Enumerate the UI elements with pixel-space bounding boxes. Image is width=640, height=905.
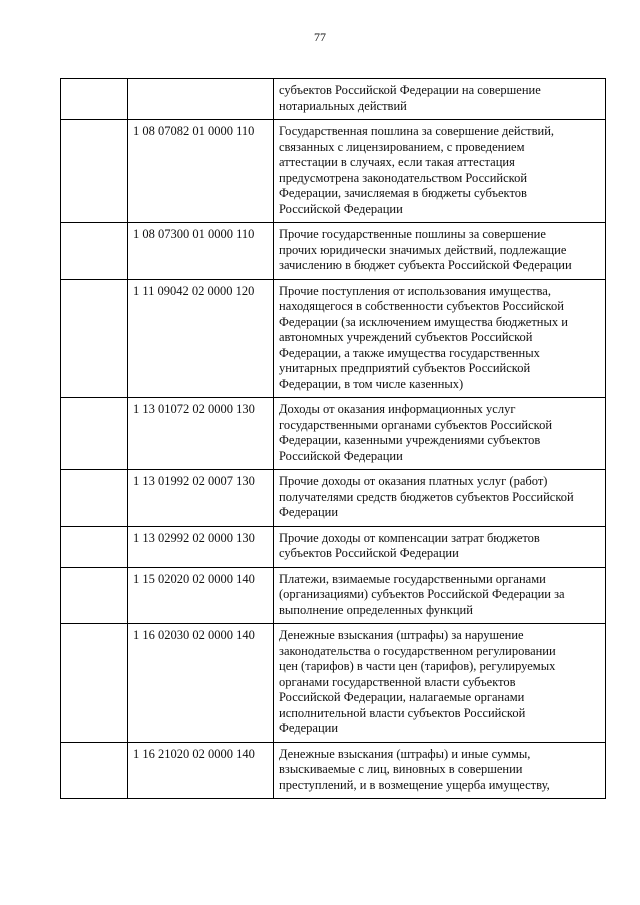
table-row [61,120,606,223]
table-row [61,470,606,527]
revenue-name-cell: Прочие поступления от использования имущества, находящегося в собственности субъектов Российской Федерации (за исключением имущества бюджетных и автономных учреждений субъектов Российской Федерации, а также имущества государственных унитарных предприятий субъектов Российской Федерации, в том числе казенных) [274,279,606,398]
budget-code-cell [128,79,274,120]
table-row [61,526,606,567]
budget-code-cell: 1 08 07082 01 0000 110 [128,120,274,223]
admin-code-cell [61,279,128,398]
page-number: 77 [314,30,326,44]
admin-code-cell [61,470,128,527]
budget-code-cell: 1 16 02030 02 0000 140 [128,624,274,743]
budget-code-cell: 1 15 02020 02 0000 140 [128,567,274,624]
admin-code-cell [61,120,128,223]
revenue-name-cell: Денежные взыскания (штрафы) за нарушение законодательства о государственном регулировании цен (тарифов) в части цен (тарифов), регулируемых органами государственной власти субъектов Российской Федерации, налагаемые органами исполнительной власти субъектов Российской Федерации [274,624,606,743]
revenue-name-cell: Доходы от оказания информационных услуг государственными органами субъектов Российской Федерации, казенными учреждениями субъектов Российской Федерации [274,398,606,470]
admin-code-cell [61,398,128,470]
budget-code-cell: 1 13 01072 02 0000 130 [128,398,274,470]
revenue-name-cell: субъектов Российской Федерации на совершение нотариальных действий [274,79,606,120]
budget-code-cell: 1 16 21020 02 0000 140 [128,742,274,799]
table-row [61,567,606,624]
admin-code-cell [61,79,128,120]
admin-code-cell [61,526,128,567]
table-row [61,398,606,470]
budget-code-cell: 1 13 01992 02 0007 130 [128,470,274,527]
admin-code-cell [61,624,128,743]
revenue-name-cell: Государственная пошлина за совершение действий, связанных с лицензированием, с проведением аттестации в случаях, если такая аттестация предусмотрена законодательством Российской Федерации, зачисляемая в бюджеты субъектов Российской Федерации [274,120,606,223]
admin-code-cell [61,223,128,280]
revenue-name-cell: Прочие доходы от компенсации затрат бюджетов субъектов Российской Федерации [274,526,606,567]
revenue-codes-table [60,78,606,799]
budget-code-cell: 1 11 09042 02 0000 120 [128,279,274,398]
revenue-name-cell: Прочие доходы от оказания платных услуг (работ) получателями средств бюджетов субъектов Российской Федерации [274,470,606,527]
table-row [61,742,606,799]
table-row [61,624,606,743]
table-row [61,223,606,280]
table-body [61,79,606,799]
table-row [61,79,606,120]
budget-code-cell: 1 13 02992 02 0000 130 [128,526,274,567]
table-row [61,279,606,398]
revenue-name-cell: Платежи, взимаемые государственными органами (организациями) субъектов Российской Федерации за выполнение определенных функций [274,567,606,624]
admin-code-cell [61,742,128,799]
admin-code-cell [61,567,128,624]
revenue-name-cell: Денежные взыскания (штрафы) и иные суммы, взыскиваемые с лиц, виновных в совершении преступлений, и в возмещение ущерба имуществу, [274,742,606,799]
revenue-name-cell: Прочие государственные пошлины за совершение прочих юридически значимых действий, подлежащие зачислению в бюджет субъекта Российской Федерации [274,223,606,280]
budget-code-cell: 1 08 07300 01 0000 110 [128,223,274,280]
